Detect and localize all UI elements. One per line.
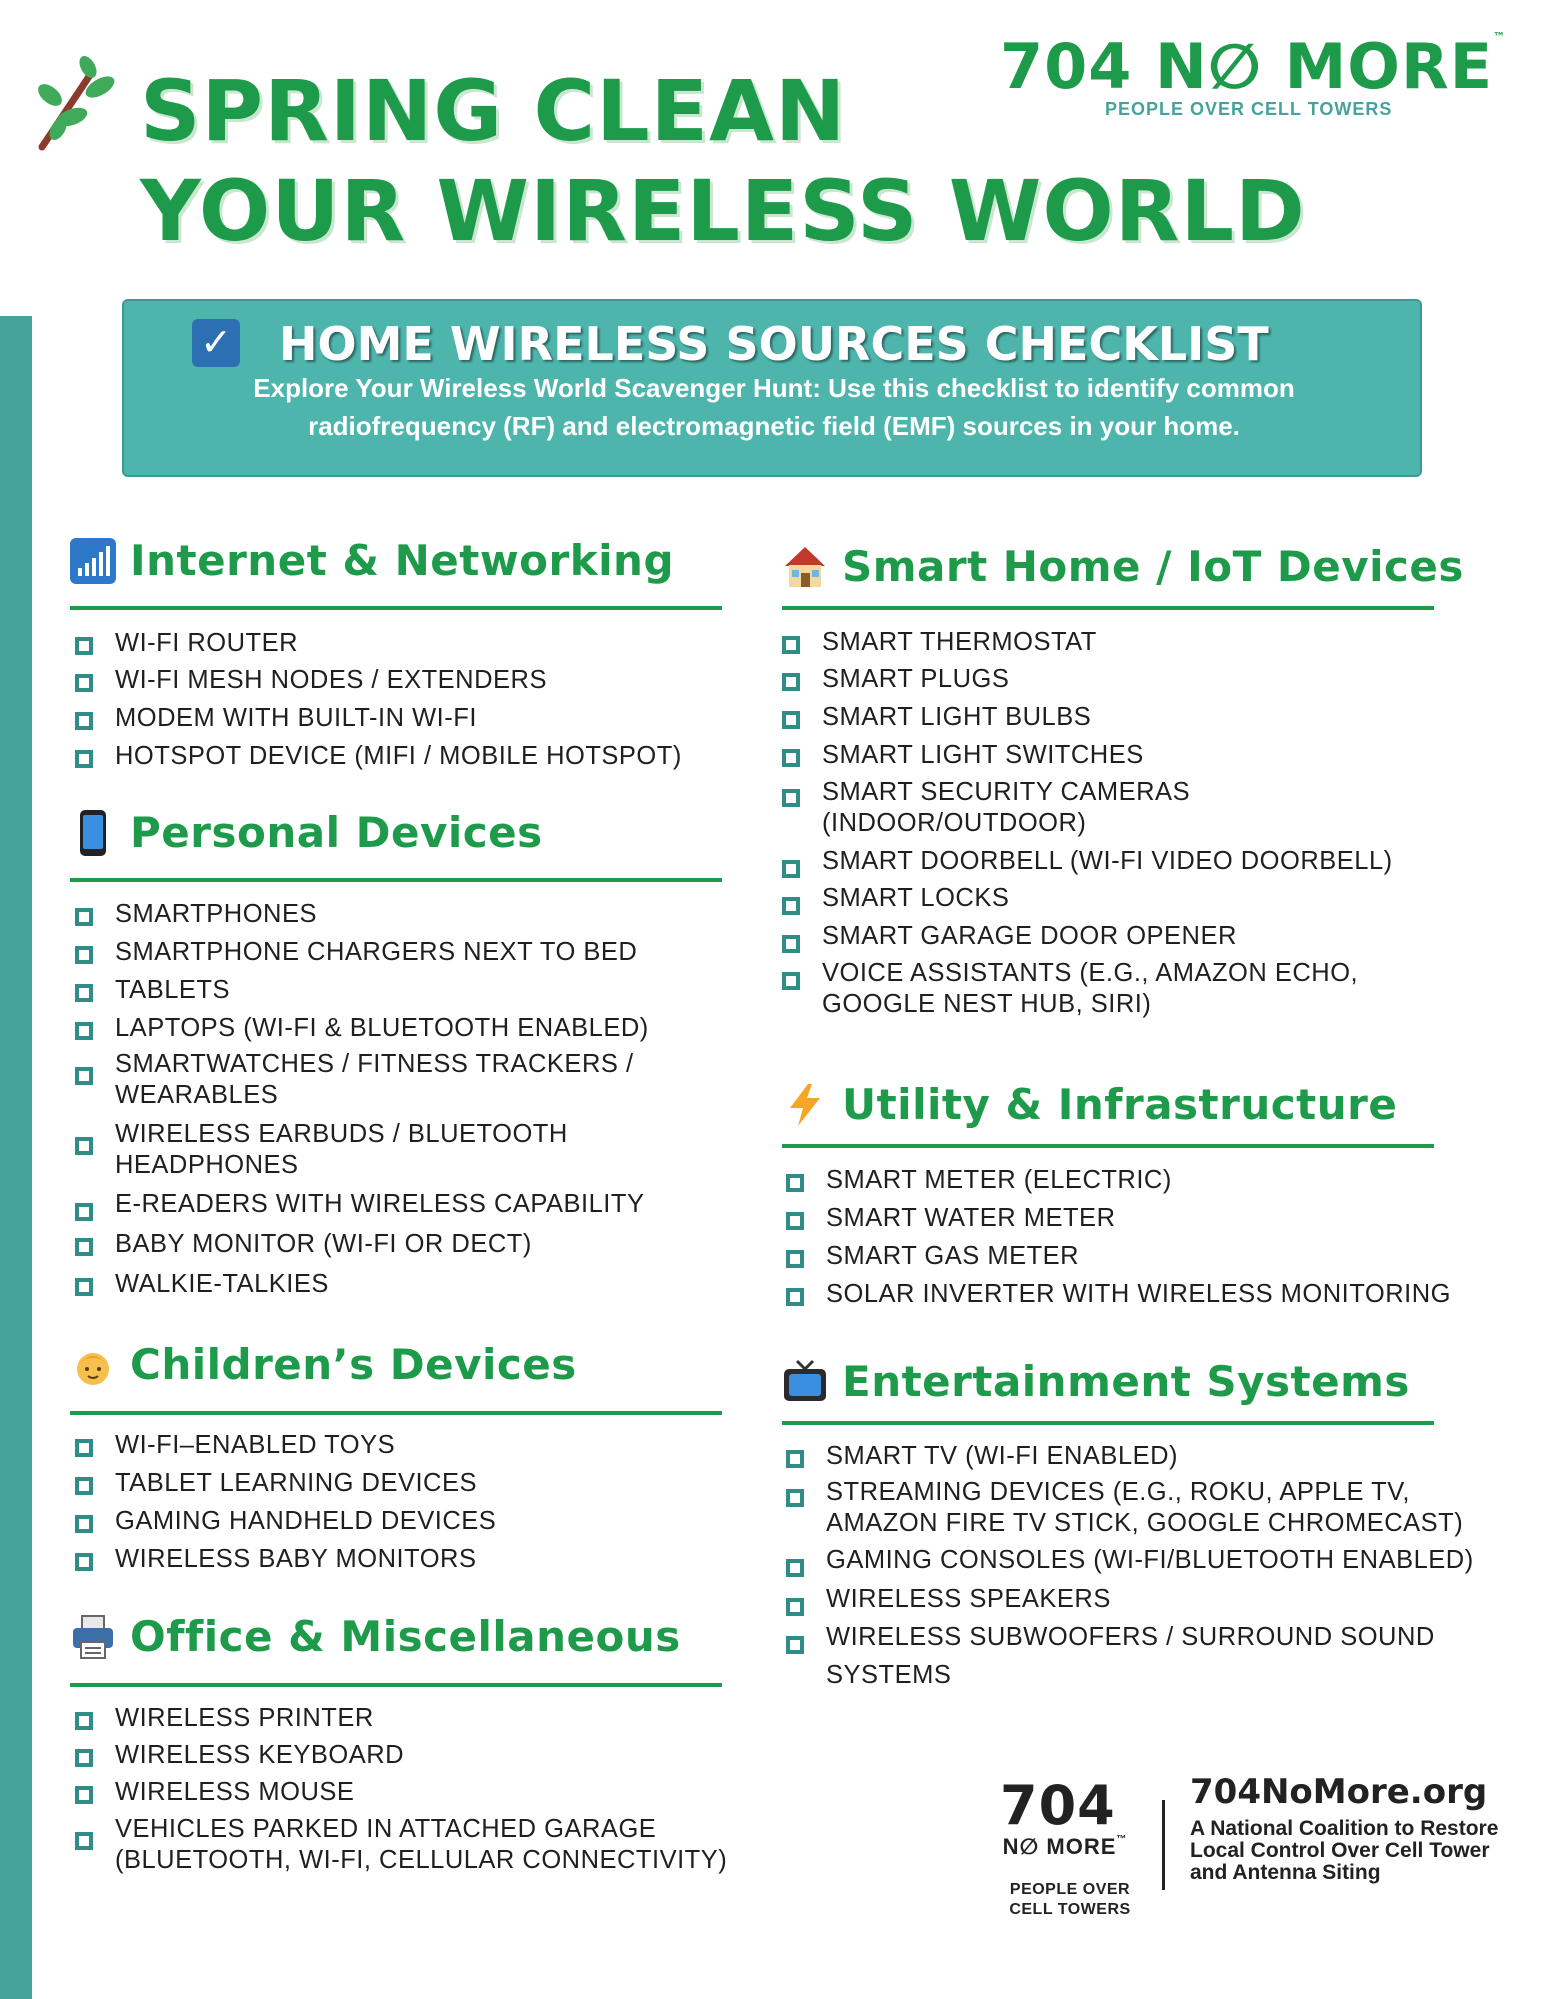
footer-text — [1190, 1772, 1520, 1884]
checkbox[interactable] — [75, 1477, 93, 1495]
checkbox[interactable] — [75, 1515, 93, 1533]
checkbox[interactable] — [75, 1749, 93, 1767]
footer-description: A National Coalition to Restore Local Control Over Cell Tower and Antenna Siting — [1190, 1817, 1499, 1884]
brand-tagline: PEOPLE OVER CELL TOWERS — [1105, 99, 1393, 119]
checkbox[interactable] — [782, 935, 800, 953]
checkbox[interactable] — [75, 1439, 93, 1457]
checkbox[interactable] — [786, 1636, 804, 1654]
brand-trademark: ™ — [1493, 30, 1507, 44]
brand-name: 704 N∅ MORE — [1000, 30, 1494, 103]
checkbox[interactable] — [786, 1489, 804, 1507]
checkbox[interactable] — [782, 749, 800, 767]
brand-logo — [1000, 30, 1520, 120]
page-title-line2: YOUR WIRELESS WORLD — [140, 162, 1306, 260]
page-title-line1: SPRING CLEAN — [140, 62, 847, 160]
section-divider — [782, 1421, 1434, 1425]
section-divider — [70, 1411, 722, 1415]
television-icon — [782, 1359, 828, 1405]
checkbox[interactable] — [75, 1203, 93, 1221]
section-divider — [782, 606, 1434, 610]
section-title-internet: Internet & Networking — [130, 536, 675, 585]
section-personal — [70, 808, 543, 857]
checkbox[interactable] — [786, 1212, 804, 1230]
mobile-phone-icon — [70, 810, 116, 856]
section-divider — [782, 1144, 1434, 1148]
footer-divider — [1162, 1800, 1165, 1890]
checkbox[interactable] — [782, 636, 800, 654]
section-title-personal: Personal Devices — [130, 808, 543, 857]
section-title-children: Children’s Devices — [130, 1340, 577, 1389]
checkmark-icon: ✓ — [192, 319, 240, 367]
checkbox[interactable] — [782, 860, 800, 878]
checkbox[interactable] — [786, 1450, 804, 1468]
checkbox[interactable] — [75, 1786, 93, 1804]
footer-logo — [1000, 1774, 1150, 1920]
footer-logo-trademark: ™ — [1116, 1834, 1128, 1845]
section-title-entertainment: Entertainment Systems — [842, 1357, 1410, 1406]
left-teal-bar — [0, 316, 32, 1999]
checkbox[interactable] — [75, 1067, 93, 1085]
section-utility — [782, 1080, 1397, 1129]
checkbox[interactable] — [75, 712, 93, 730]
section-smarthome — [782, 542, 1464, 591]
checkbox[interactable] — [75, 1137, 93, 1155]
house-icon — [782, 544, 828, 590]
checkbox[interactable] — [75, 1832, 93, 1850]
checkbox[interactable] — [786, 1250, 804, 1268]
checkbox[interactable] — [782, 673, 800, 691]
checkbox[interactable] — [786, 1598, 804, 1616]
checkbox[interactable] — [75, 674, 93, 692]
section-title-smarthome: Smart Home / IoT Devices — [842, 542, 1464, 591]
checklist-banner — [122, 299, 1422, 477]
section-divider — [70, 878, 722, 882]
checkbox[interactable] — [75, 984, 93, 1002]
section-title-utility: Utility & Infrastructure — [842, 1080, 1398, 1129]
banner-title: HOME WIRELESS SOURCES CHECKLIST — [279, 317, 1269, 371]
section-title-office: Office & Miscellaneous — [130, 1612, 681, 1661]
checkbox[interactable] — [782, 972, 800, 990]
section-internet — [70, 536, 674, 585]
checkbox[interactable] — [786, 1559, 804, 1577]
checkbox[interactable] — [75, 750, 93, 768]
checkbox[interactable] — [75, 1238, 93, 1256]
checkbox[interactable] — [75, 1278, 93, 1296]
checkbox[interactable] — [75, 1022, 93, 1040]
checkbox[interactable] — [75, 908, 93, 926]
leaf-branch-icon — [30, 55, 120, 155]
checkbox[interactable] — [75, 637, 93, 655]
footer-logo-nomore: N∅ MORE — [1002, 1834, 1117, 1859]
lightning-icon — [782, 1082, 828, 1128]
footer-logo-tagline: PEOPLE OVER CELL TOWERS — [1009, 1881, 1131, 1918]
baby-face-icon — [70, 1342, 116, 1388]
checkbox[interactable] — [786, 1174, 804, 1192]
checkbox[interactable] — [782, 789, 800, 807]
section-entertainment — [782, 1357, 1410, 1406]
footer-website-link[interactable]: 704NoMore.org — [1190, 1772, 1488, 1812]
checkbox[interactable] — [782, 711, 800, 729]
banner-subtitle: Explore Your Wireless World Scavenger Hunt: Use this checklist to identify common radiofrequency (RF) and electromagnetic field (EMF) sources in your home. — [253, 373, 1295, 441]
printer-icon — [70, 1614, 116, 1660]
checkbox[interactable] — [782, 897, 800, 915]
section-office — [70, 1612, 681, 1661]
checkbox[interactable] — [75, 1712, 93, 1730]
footer-logo-704: 704 — [1000, 1774, 1116, 1837]
checkbox[interactable] — [75, 1553, 93, 1571]
signal-bars-icon — [70, 538, 116, 584]
checkbox[interactable] — [786, 1288, 804, 1306]
checkbox[interactable] — [75, 946, 93, 964]
section-divider — [70, 1683, 722, 1687]
section-divider — [70, 606, 722, 610]
section-children — [70, 1340, 577, 1389]
